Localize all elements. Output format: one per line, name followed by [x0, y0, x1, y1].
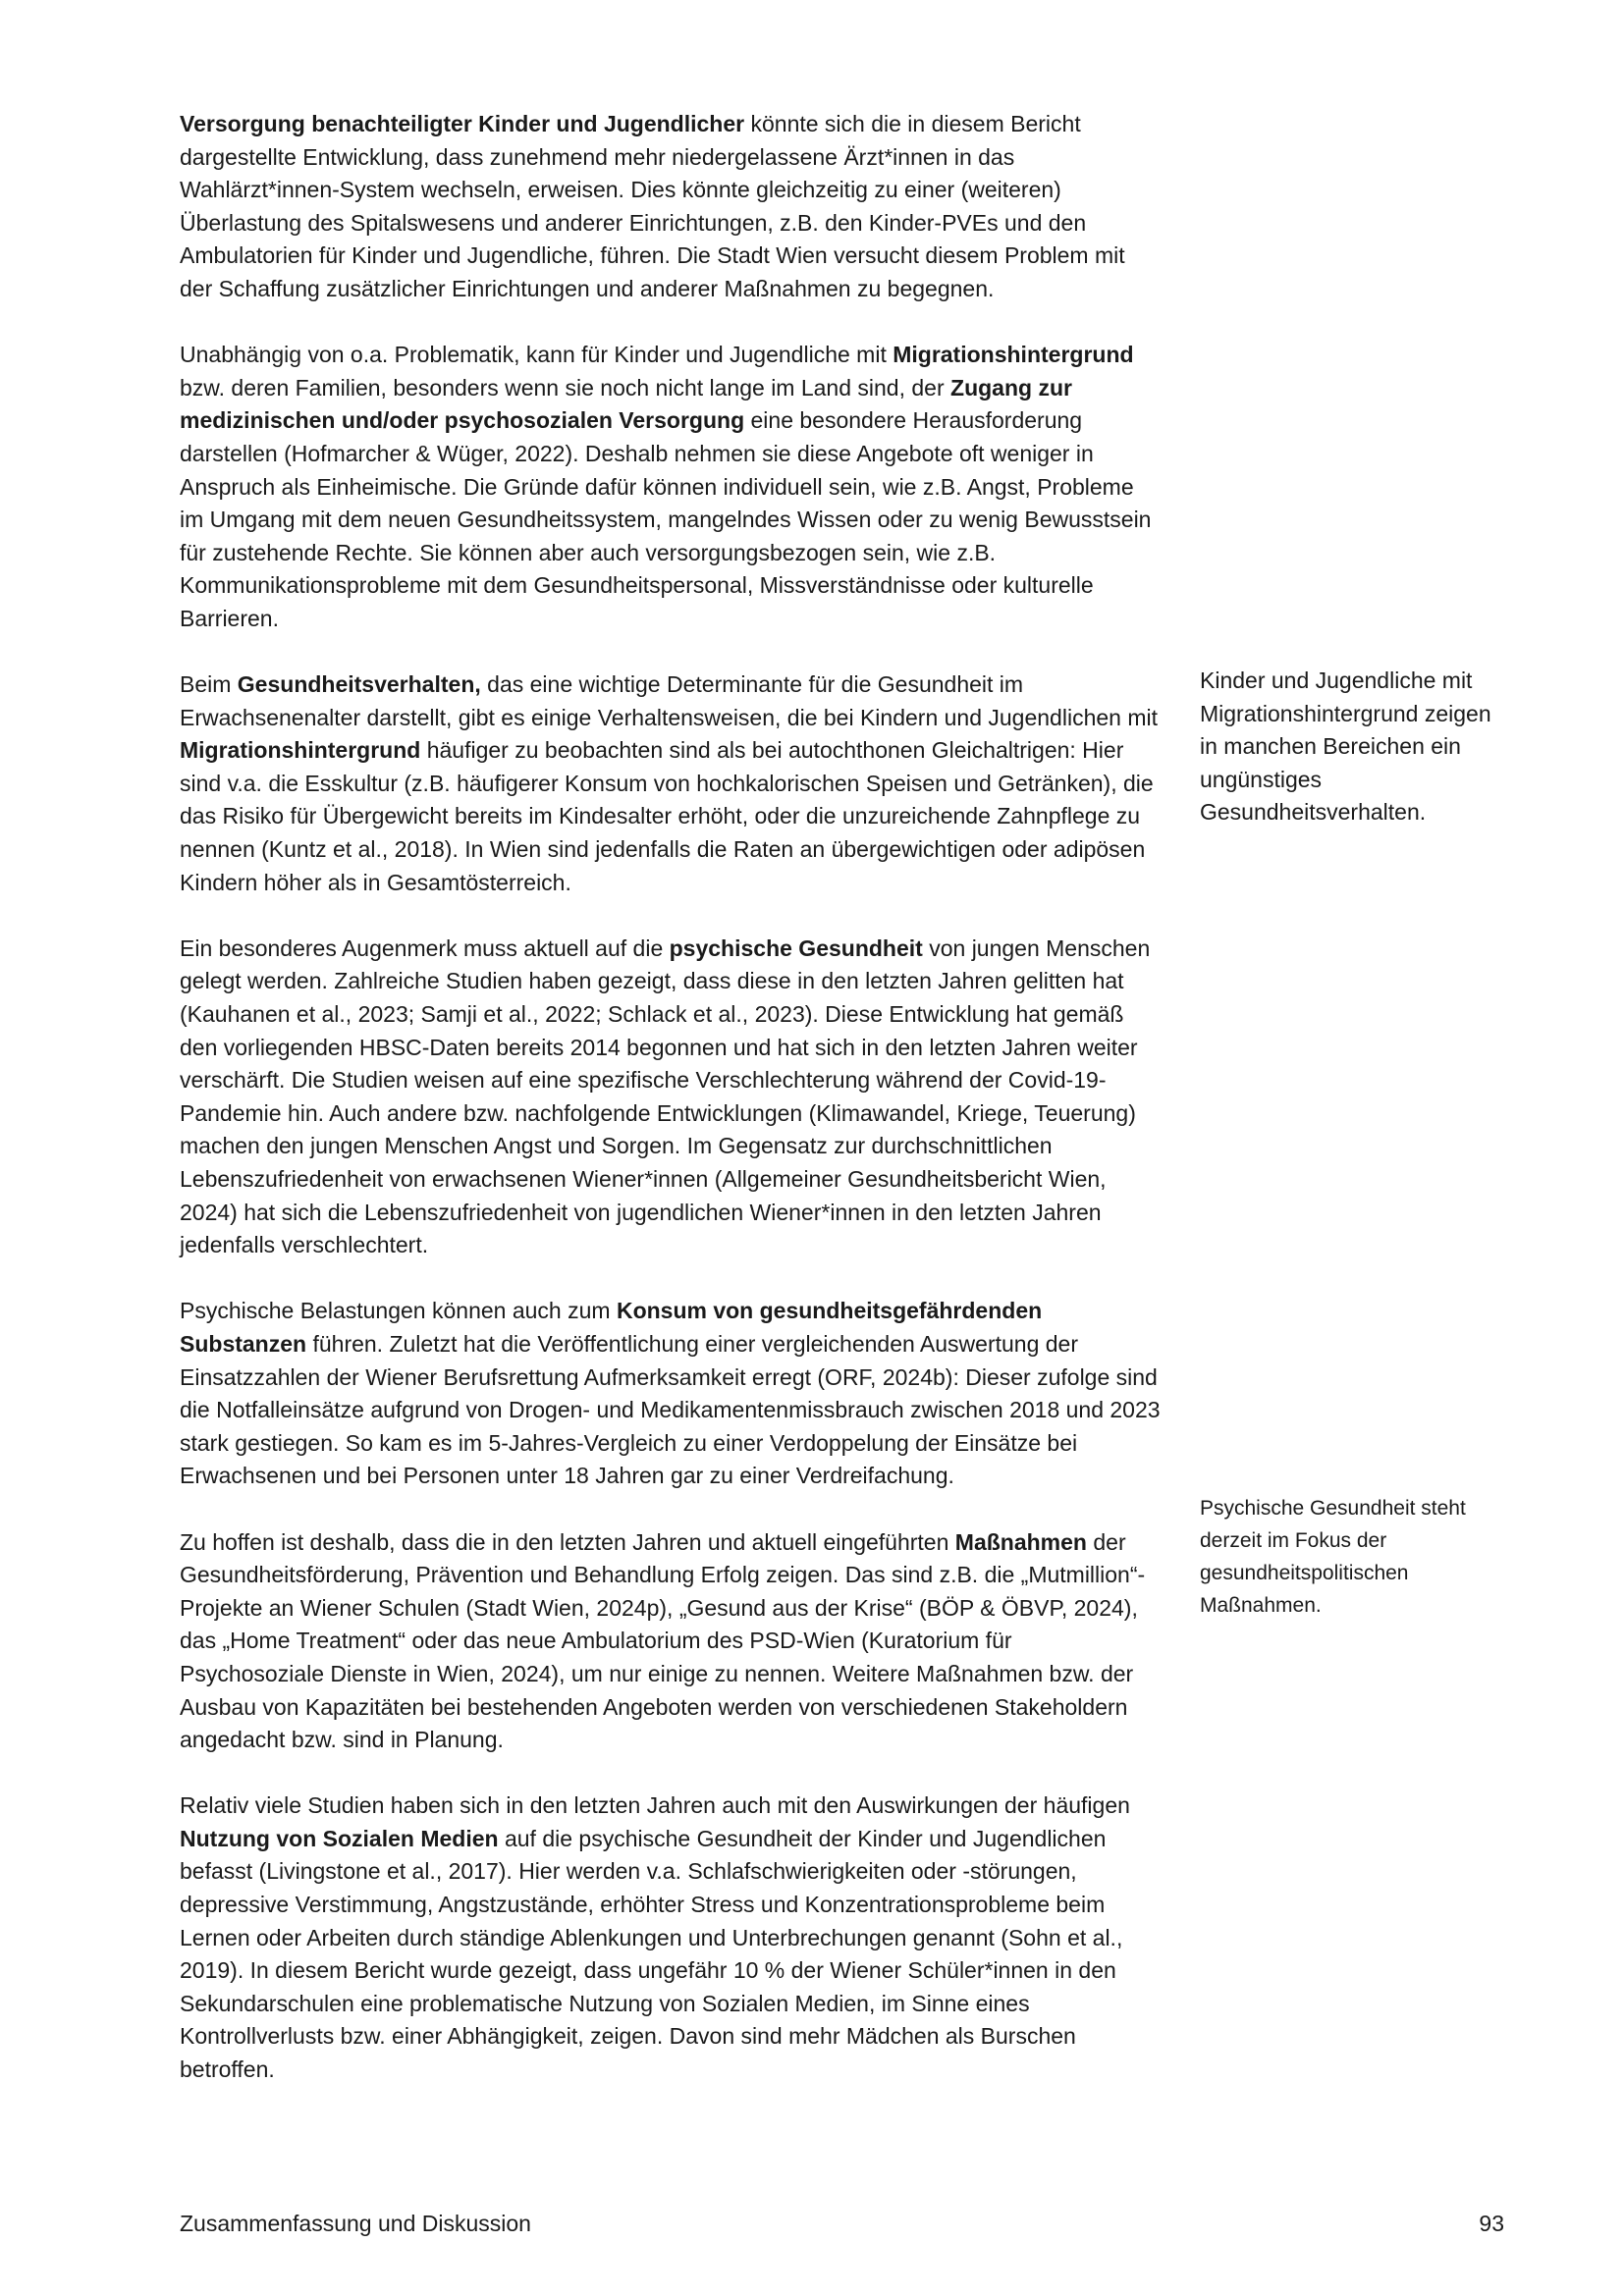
- paragraph: [180, 1526, 1162, 1757]
- bold-run: Gesundheitsverhalten,: [237, 671, 481, 698]
- paragraph: [180, 1295, 1162, 1493]
- text-run: Psychische Belastungen können auch zum: [180, 1298, 617, 1324]
- text-run: häufiger zu beobachten sind als bei autochthonen Gleichaltrigen: Hier sind v.a. die Esskultur (z.B. häufigerer Konsum von hochkalorischen Speisen und Getränken), die das Risiko für Übergewicht bereits im Kindesalter erhöht, oder die unzureichende Zahnpflege zu nennen (Kuntz et al., 2018). In Wien sind jedenfalls die Raten an übergewichtigen oder adipösen Kindern höher als in Gesamtösterreich.: [180, 737, 1154, 895]
- paragraph: [180, 108, 1162, 306]
- text-run: von jungen Menschen gelegt werden. Zahlreiche Studien haben gezeigt, dass diese in den letzten Jahren gelitten hat (Kauhanen et al., 2023; Samji et al., 2022; Schlack et al., 2023). Diese Entwicklung hat gemäß den vorliegenden HBSC-Daten bereits 2014 begonnen und hat sich in den letzten Jahren weiter verschärft. Die Studien weisen auf eine spezifische Verschlechterung während der Covid-19-Pandemie hin. Auch andere bzw. nachfolgende Entwicklungen (Klimawandel, Kriege, Teuerung) machen den jungen Menschen Angst und Sorgen. Im Gegensatz zur durchschnittlichen Lebenszufriedenheit von erwachsenen Wiener*innen (Allgemeiner Gesundheitsbericht Wien, 2024) hat sich die Lebenszufriedenheit von jugendlichen Wiener*innen in den letzten Jahren jedenfalls verschlechtert.: [180, 934, 1151, 1258]
- text-run: Unabhängig von o.a. Problematik, kann für Kinder und Jugendliche mit: [180, 342, 893, 368]
- text-run: das eine wichtige Determinante für die Gesundheit im Erwachsenenalter darstellt, gibt es einige Verhaltensweisen, die bei Kindern und Jugendlichen mit: [180, 671, 1158, 730]
- text-run: führen. Zuletzt hat die Veröffentlichung einer vergleichenden Auswertung der Einsatzzahlen der Wiener Berufsrettung Aufmerksamkeit erregt (ORF, 2024b): Dieser zufolge sind die Notfalleinsätze aufgrund von Drogen- und Medikamentenmissbrauch zwischen 2018 und 2023 stark gestiegen. So kam es im 5-Jahres-Vergleich zu einer Verdoppelung der Einsätze bei Erwachsenen und bei Personen unter 18 Jahren gar zu einer Verdreifachung.: [180, 1330, 1161, 1489]
- bold-run: Maßnahmen: [954, 1528, 1087, 1555]
- text-run: bzw. deren Familien, besonders wenn sie noch nicht lange im Land sind, der: [180, 374, 951, 400]
- main-text: [180, 108, 1162, 2119]
- sidenote: Kinder und Jugendliche mit Migrationshintergrund zeigen in manchen Bereichen ein ungünstiges Gesundheitsverhalten.: [1200, 667, 1491, 826]
- paragraph: [180, 668, 1162, 899]
- bold-run: Migrationshintergrund: [893, 342, 1134, 368]
- page-number: 93: [1479, 2211, 1504, 2236]
- text-run: könnte sich die in diesem Bericht dargestellte Entwicklung, dass zunehmend mehr niedergelassene Ärzt*innen in das Wahlärzt*innen-System wechseln, erweisen. Dies könnte gleichzeitig zu einer (weiteren) Überlastung des Spitalswesens und anderer Einrichtungen, z.B. den Kinder-PVEs und den Ambulatorien für Kinder und Jugendliche, führen. Die Stadt Wien versucht diesem Problem mit der Schaffung zusätzlicher Einrichtungen und anderer Maßnahmen zu begegnen.: [180, 111, 1125, 301]
- bold-run: psychische Gesundheit: [669, 934, 923, 961]
- paragraph: [180, 339, 1162, 635]
- text-run: Beim: [180, 671, 238, 698]
- text-run: eine besondere Herausforderung darstellen (Hofmarcher & Wüger, 2022). Deshalb nehmen sie diese Angebote oft weniger in Anspruch als Einheimische. Die Gründe dafür können individuell sein, wie z.B. Angst, Probleme im Umgang mit dem neuen Gesundheitssystem, mangelndes Wissen oder zu wenig Bewusstsein für zustehende Rechte. Sie können aber auch versorgungsbezogen sein, wie z.B. Kommunikationsprobleme mit dem Gesundheitspersonal, Missverständnisse oder kulturelle Barrieren.: [180, 407, 1152, 631]
- text-run: auf die psychische Gesundheit der Kinder und Jugendlichen befasst (Livingstone et al., 2017). Hier werden v.a. Schlafschwierigkeiten oder -störungen, depressive Verstimmung, Angstzustände, erhöhter Stress und Konzentrationsprobleme beim Lernen oder Arbeiten durch ständige Ablenkungen und Unterbrechungen genannt (Sohn et al., 2019). In diesem Bericht wurde gezeigt, dass ungefähr 10 % der Wiener Schüler*innen in den Sekundarschulen eine problematische Nutzung von Sozialen Medien, im Sinne eines Kontrollverlusts bzw. einer Abhängigkeit, zeigen. Davon sind mehr Mädchen als Burschen betroffen.: [180, 1825, 1123, 2083]
- bold-run: Migrationshintergrund: [180, 737, 421, 764]
- footer-title: Zusammenfassung und Diskussion: [180, 2211, 531, 2236]
- paragraph: [180, 1789, 1162, 2086]
- text-run: Ein besonderes Augenmerk muss aktuell auf die: [180, 934, 670, 961]
- bold-run: Nutzung von Sozialen Medien: [180, 1825, 499, 1851]
- text-run: der Gesundheitsförderung, Prävention und Behandlung Erfolg zeigen. Das sind z.B. die „Mutmillion“-Projekte an Wiener Schulen (Stadt Wien, 2024p), „Gesund aus der Krise“ (BÖP & ÖBVP, 2024), das „Home Treatment“ oder das neue Ambulatorium des PSD-Wien (Kuratorium für Psychosoziale Dienste in Wien, 2024), um nur einige zu nennen. Weitere Maßnahmen bzw. der Ausbau von Kapazitäten bei bestehenden Angeboten werden von verschiedenen Stakeholdern angedacht bzw. sind in Planung.: [180, 1528, 1146, 1753]
- text-run: Relativ viele Studien haben sich in den letzten Jahren auch mit den Auswirkungen der häufigen: [180, 1792, 1130, 1819]
- bold-run: Konsum von gesundheitsgefährdenden Substanzen: [180, 1298, 1043, 1357]
- sidenote: Psychische Gesundheit steht derzeit im Fokus der gesundheitspolitischen Maßnahmen.: [1200, 1497, 1466, 1617]
- text-run: Zu hoffen ist deshalb, dass die in den letzten Jahren und aktuell eingeführten: [180, 1528, 955, 1555]
- bold-run: Versorgung benachteiligter Kinder und Jugendlicher: [180, 111, 745, 136]
- bold-run: Zugang zur medizinischen und/oder psychosozialen Versorgung: [180, 374, 1072, 434]
- paragraph: [180, 933, 1162, 1262]
